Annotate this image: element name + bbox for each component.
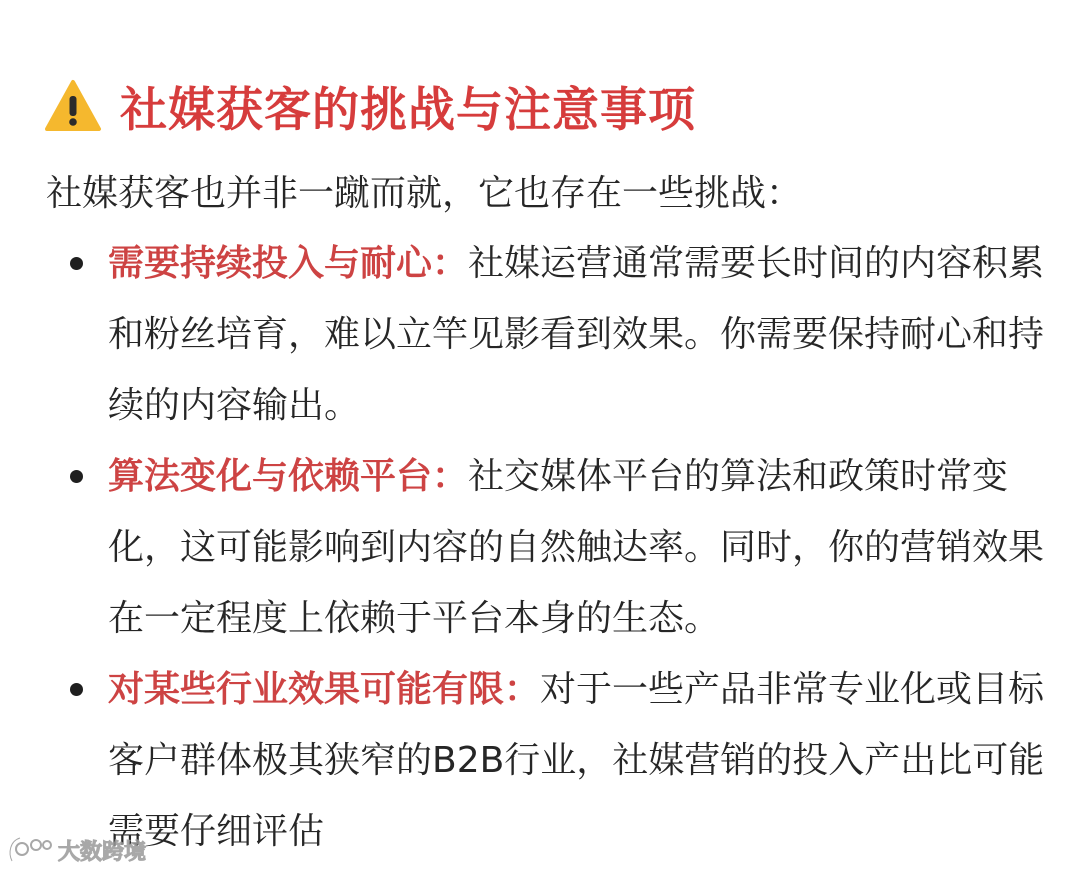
item-line: [108, 441, 1050, 512]
brand-logo-icon: [6, 833, 54, 867]
section-heading: [44, 70, 696, 142]
item-text: 化，这可能影响到内容的自然触达率。同时，你的营销效果: [108, 527, 1045, 568]
item-text: 和粉丝培育，难以立竿见影看到效果。你需要保持耐心和持: [108, 314, 1045, 355]
item-text: 需要仔细评估: [108, 811, 325, 852]
list-item: [0, 654, 1080, 867]
bullet-dot: [70, 683, 83, 696]
item-text: 对于一些产品非常专业化或目标: [540, 669, 1045, 710]
list-item: [0, 441, 1080, 654]
item-line: [108, 654, 1050, 725]
watermark-text: 大数跨境: [58, 839, 147, 865]
item-line: [108, 228, 1050, 299]
item-text: 在一定程度上依赖于平台本身的生态。: [108, 598, 721, 639]
intro-paragraph: 社媒获客也并非一蹴而就，它也存在一些挑战：: [46, 173, 803, 214]
item-text: 社交媒体平台的算法和政策时常变: [468, 456, 1009, 497]
item-text: 客户群体极其狭窄的B2B行业，社媒营销的投入产出比可能: [108, 740, 1045, 781]
item-text: 续的内容输出。: [108, 385, 361, 426]
watermark: [6, 830, 146, 870]
list-item: [0, 228, 1080, 441]
item-text: 社媒运营通常需要长时间的内容积累: [468, 243, 1045, 284]
item-keyword: 算法变化与依赖平台：: [108, 456, 469, 497]
page-title: 社媒获客的挑战与注意事项: [120, 82, 696, 138]
bullet-dot: [70, 257, 83, 270]
challenge-list: [0, 228, 1080, 867]
item-keyword: 需要持续投入与耐心：: [108, 243, 469, 284]
bullet-dot: [70, 470, 83, 483]
warning-icon: [44, 79, 102, 133]
item-keyword: 对某些行业效果可能有限：: [108, 669, 541, 710]
